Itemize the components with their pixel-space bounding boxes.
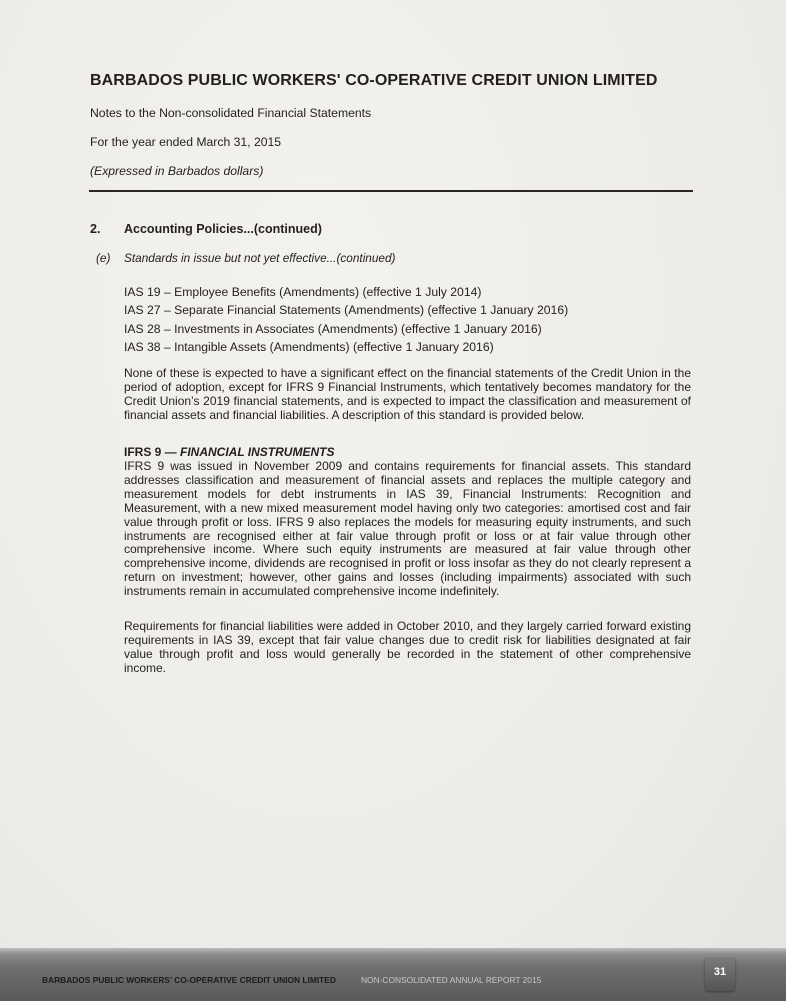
currency-note: (Expressed in Barbados dollars)	[90, 164, 264, 178]
footer-report-name: NON-CONSOLIDATED ANNUAL REPORT 2015	[361, 975, 542, 985]
subsection-letter: (e)	[96, 251, 111, 265]
document-subtitle: Notes to the Non-consolidated Financial Statements	[90, 106, 372, 120]
standards-list	[124, 283, 568, 356]
ifrs9-heading	[124, 445, 334, 459]
page-number: 31	[713, 966, 727, 978]
ifrs9-paragraph-1: IFRS 9 was issued in November 2009 and contains requirements for financial assets. This standard addresses classification and measurement of financial assets and replaces the multiple category and measurement models for debt instruments in IAS 39, Financial Instruments: Recognition and Measurement, with a new mixed measurement model having only two categories: amortised cost and fair value through profit or loss. IFRS 9 also replaces the models for measuring equity instruments, and such instruments are recognised either at fair value through profit or loss or at fair value through other comprehensive income. Where such equity instruments are measured at fair value through other comprehensive income, dividends are recognised in profit or loss insofar as they do not clearly represent a return on investment; however, other gains and losses (including impairments) associated with such instruments remain in accumulated comprehensive income indefinitely.	[124, 459, 691, 599]
ifrs9-heading-prefix: IFRS 9 —	[124, 445, 181, 459]
impact-paragraph: None of these is expected to have a significant effect on the financial statements of the Credit Union in the period of adoption, except for IFRS 9 Financial Instruments, which tentatively becomes mandatory for the Credit Union’s 2019 financial statements, and is expected to impact the classification and measurement of financial assets and financial liabilities. A description of this standard is provided below.	[124, 366, 691, 422]
header-divider	[89, 190, 693, 192]
section-number: 2.	[90, 222, 101, 236]
document-title: BARBADOS PUBLIC WORKERS' CO-OPERATIVE CREDIT UNION LIMITED	[90, 72, 658, 89]
footer-highlight	[0, 948, 786, 954]
list-item: IAS 38 – Intangible Assets (Amendments) (effective 1 January 2016)	[124, 339, 494, 354]
list-item: IAS 19 – Employee Benefits (Amendments) (effective 1 July 2014)	[124, 285, 482, 299]
section-title: Accounting Policies...(continued)	[124, 222, 322, 236]
list-item: IAS 27 – Separate Financial Statements (Amendments) (effective 1 January 2016)	[124, 303, 569, 318]
list-item: IAS 28 – Investments in Associates (Amendments) (effective 1 January 2016)	[124, 321, 542, 336]
ifrs9-heading-title: FINANCIAL INSTRUMENTS	[180, 445, 335, 459]
subsection-title: Standards in issue but not yet effective...(continued)	[124, 251, 396, 265]
ifrs9-paragraph-2: Requirements for financial liabilities were added in October 2010, and they largely carried forward existing requirements in IAS 39, except that fair value changes due to credit risk for liabilities designated at fair value through profit and loss would generally be recorded in the statement of other comprehensive income.	[124, 619, 691, 675]
footer-organization: BARBADOS PUBLIC WORKERS’ CO-OPERATIVE CREDIT UNION LIMITED	[42, 975, 336, 985]
reporting-period: For the year ended March 31, 2015	[90, 135, 282, 149]
